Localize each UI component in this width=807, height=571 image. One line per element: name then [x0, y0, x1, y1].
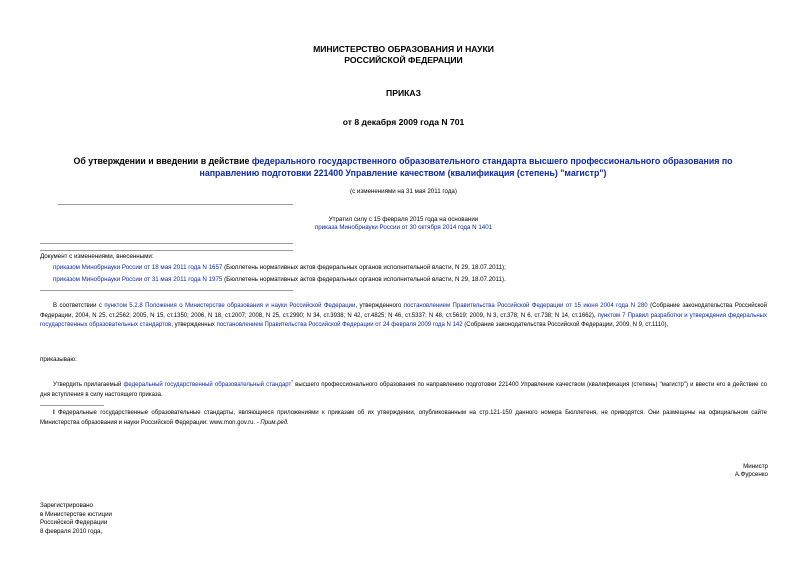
preamble-text-5: (Собрание законодательства Российской Федерации, 2009, N 9, ст.1110),: [462, 322, 669, 328]
divider-3: [40, 250, 293, 251]
registration-line-4: 8 февраля 2010 года,: [40, 527, 103, 535]
changes-item: [40, 276, 760, 284]
preamble-text-4: , утвержденных: [171, 322, 217, 328]
change-link-2[interactable]: приказом Минобрнауки России от 31 мая 2011 года N 1975: [53, 275, 223, 283]
divider-1: [58, 204, 293, 205]
registration-line-1: Зарегистрировано: [40, 502, 93, 509]
changes-heading: Документ с изменениями, внесенными:: [40, 253, 154, 260]
change-rest-2: (Бюллетень нормативных актов федеральных органов исполнительной власти, N 29, 18.07.2011).: [222, 275, 506, 283]
changes-block: [40, 253, 760, 284]
preamble-text-3: (Собрание законодательства Российской Федерации, 2004, N 25, ст.2562; 2005, N 15, ст.1350; 2006, N 18, ст.2007; 2008, N 25, ст.2990; N 34, ст.3938; N 42, ст.4825; N 46, ст.5337; N 48, ст.5619; 2009, N 3, ст.378; N 6, ст.738; N 14, ст.1662),: [40, 303, 767, 319]
changes-item: [40, 264, 760, 272]
preamble-link-decree-142[interactable]: постановлением Правительства Российской Федерации от 24 февраля 2009 года N 142: [216, 322, 463, 328]
preamble-text-2: , утвержденного: [355, 303, 404, 309]
footnote: [40, 409, 767, 428]
ministry-heading: [0, 44, 807, 66]
change-link-1[interactable]: приказом Минобрнауки России от 18 мая 2011 года N 1657: [53, 264, 223, 272]
preamble-link-rules[interactable]: пунктом 7 Правил разработки и утверждения федеральных государственных образовательных стандартов: [40, 312, 767, 328]
preamble-paragraph: [40, 302, 767, 331]
divider-4: [40, 290, 293, 291]
title-prefix: Об утверждении и введении в действие: [73, 156, 252, 166]
edition-note: (с изменениями на 31 мая 2011 года): [350, 188, 457, 195]
approve-text-2: высшего профессионального образования по направлению подготовки 221400 Управление качеством (квалификация (степень) "магистр") и ввести его в действие со дня вступления в силу настоящего приказа.: [40, 382, 767, 398]
expiry-notice: [0, 216, 807, 233]
preamble-link-decree-280[interactable]: постановлением Правительства Российской Федерации от 15 июня 2004 года N 280: [403, 303, 648, 309]
document-title: [58, 156, 748, 179]
divider-2: [40, 243, 293, 244]
expiry-text: Утратил силу с 15 февраля 2015 года на основании: [328, 216, 479, 223]
approve-text-1: Утвердить прилагаемый: [53, 382, 124, 388]
approve-standard-link[interactable]: федеральный государственный образовательный стандарт: [123, 382, 292, 388]
preamble-text-1: В соответствии с: [53, 303, 105, 309]
footnote-marker[interactable]: *: [291, 379, 294, 384]
expiry-order-link[interactable]: приказа Минобрнауки России от 30 октября 2014 года N 1401: [314, 224, 493, 232]
ministry-line-2: РОССИЙСКОЙ ФЕДЕРАЦИИ: [344, 55, 463, 65]
change-rest-1: (Бюллетень нормативных актов федеральных органов исполнительной власти, N 29, 18.07.2011);: [222, 264, 506, 272]
footnote-editor-note: Прим.ред.: [260, 419, 289, 426]
signature-name: А.Фурсенко: [734, 471, 768, 479]
signature-block: [735, 463, 768, 480]
registration-line-2: в Министерстве юстиции: [40, 510, 113, 518]
registration-block: [40, 502, 112, 536]
order-date: от 8 декабря 2009 года N 701: [342, 117, 465, 127]
footnote-mark: I: [53, 410, 55, 416]
title-standard-link[interactable]: федерального государственного образовательного стандарта высшего профессионального образования по направлению подготовки 221400 Управление качеством (квалификация (степень) "магистр"): [199, 156, 733, 178]
ministry-line-1: МИНИСТЕРСТВО ОБРАЗОВАНИЯ И НАУКИ: [313, 44, 494, 54]
order-word: ПРИКАЗ: [386, 88, 421, 98]
approve-paragraph: [40, 377, 767, 400]
footnote-text: Федеральные государственные образовательные стандарты, являющиеся приложениями к приказам об их утверждении, опубликованным на стр.121-150 данного номера Бюллетеня, не приводятся. Они размещены на официальном сайте Министерства образования и науки Российской Федерации: www.mon.gov.ru. -: [40, 410, 767, 426]
order-verb: приказываю:: [40, 356, 77, 363]
footnote-divider: [40, 405, 104, 406]
preamble-link-regulation[interactable]: пунктом 5.2.8 Положения о Министерстве образования и науки Российской Федерации: [104, 303, 356, 309]
signature-position: Министр: [743, 463, 768, 470]
registration-line-3: Российской Федерации: [40, 519, 108, 527]
